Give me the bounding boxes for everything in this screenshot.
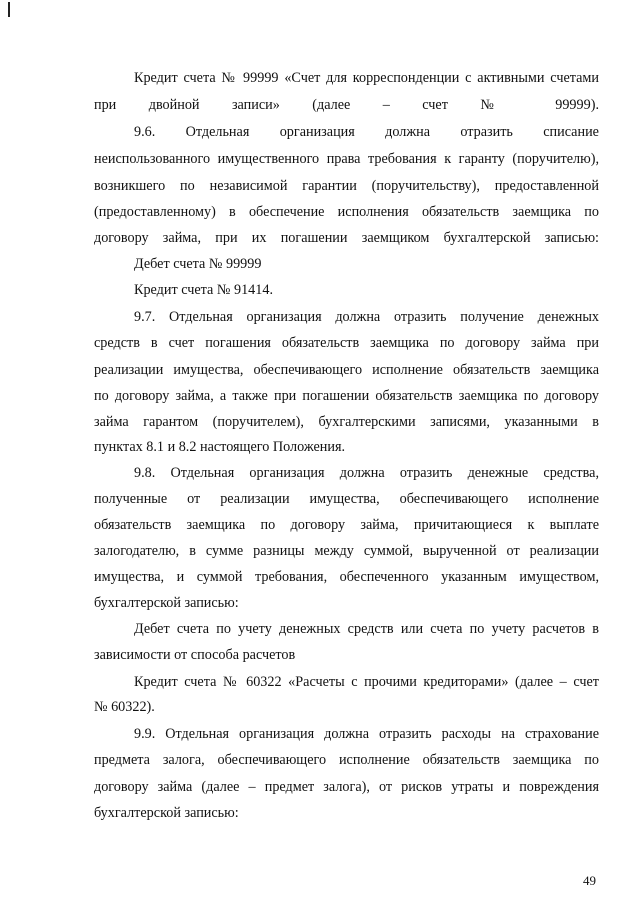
page-number: 49 xyxy=(583,873,596,888)
text-line: договору займа, при их погашении заемщиком бухгалтерской записью: xyxy=(94,230,599,246)
text-line: Дебет счета по учету денежных средств или счета по учету расчетов в xyxy=(134,621,599,637)
text-line: бухгалтерской записью: xyxy=(94,805,239,821)
text-line: при двойной записи» (далее – счет № 99999). xyxy=(94,97,599,113)
text-line: бухгалтерской записью: xyxy=(94,595,239,611)
text-word: списание xyxy=(543,124,599,140)
text-line: обязательств заемщика по договору займа, причитающиеся к выплате xyxy=(94,517,599,533)
paragraph-heading-line xyxy=(134,123,599,141)
text-line: (предоставленному) в обеспечение исполнения обязательств заемщика по xyxy=(94,204,599,220)
text-line: № 60322). xyxy=(94,699,155,715)
text-line: 9.9. Отдельная организация должна отразить расходы на страхование xyxy=(134,726,599,742)
text-line: пунктах 8.1 и 8.2 настоящего Положения. xyxy=(94,439,346,455)
text-line: средств в счет погашения обязательств заемщика по договору займа при xyxy=(94,335,599,351)
text-line: реализации имущества, обеспечивающего исполнение обязательств заемщика xyxy=(94,362,599,378)
text-line: неиспользованного имущественного права требования к гаранту (поручителю), xyxy=(94,151,599,167)
text-line: Кредит счета № 99999 «Счет для корреспонденции с активными счетами xyxy=(134,70,599,86)
text-line: имущества, и суммой требования, обеспеченного указанным имуществом, xyxy=(94,569,599,585)
text-word: отразить xyxy=(460,124,513,140)
text-word: 9.6. xyxy=(134,124,156,140)
text-line: займа гарантом (поручителем), бухгалтерскими записями, указанными в xyxy=(94,414,599,430)
text-line: Дебет счета № 99999 xyxy=(134,256,262,272)
text-word: Отдельная xyxy=(185,124,250,140)
text-line: Кредит счета № 91414. xyxy=(134,282,273,298)
text-line: возникшего по независимой гарантии (поручительству), предоставленной xyxy=(94,178,599,194)
text-word: организация xyxy=(279,124,355,140)
text-line: зависимости от способа расчетов xyxy=(94,647,296,663)
text-line: 9.7. Отдельная организация должна отразить получение денежных xyxy=(134,309,599,325)
text-line: договору займа (далее – предмет залога), от рисков утраты и повреждения xyxy=(94,779,599,795)
text-line: залогодателю, в сумме разницы между суммой, вырученной от реализации xyxy=(94,543,599,559)
text-line: 9.8. Отдельная организация должна отразить денежные средства, xyxy=(134,465,599,481)
text-line: по договору займа, а также при погашении обязательств заемщика по договору xyxy=(94,388,599,404)
text-line: полученные от реализации имущества, обеспечивающего исполнение xyxy=(94,491,599,507)
text-line: Кредит счета № 60322 «Расчеты с прочими кредиторами» (далее – счет xyxy=(134,674,599,690)
scan-edge-mark xyxy=(8,2,10,17)
text-line: предмета залога, обеспечивающего исполнение обязательств заемщика по xyxy=(94,752,599,768)
text-word: должна xyxy=(385,124,431,140)
